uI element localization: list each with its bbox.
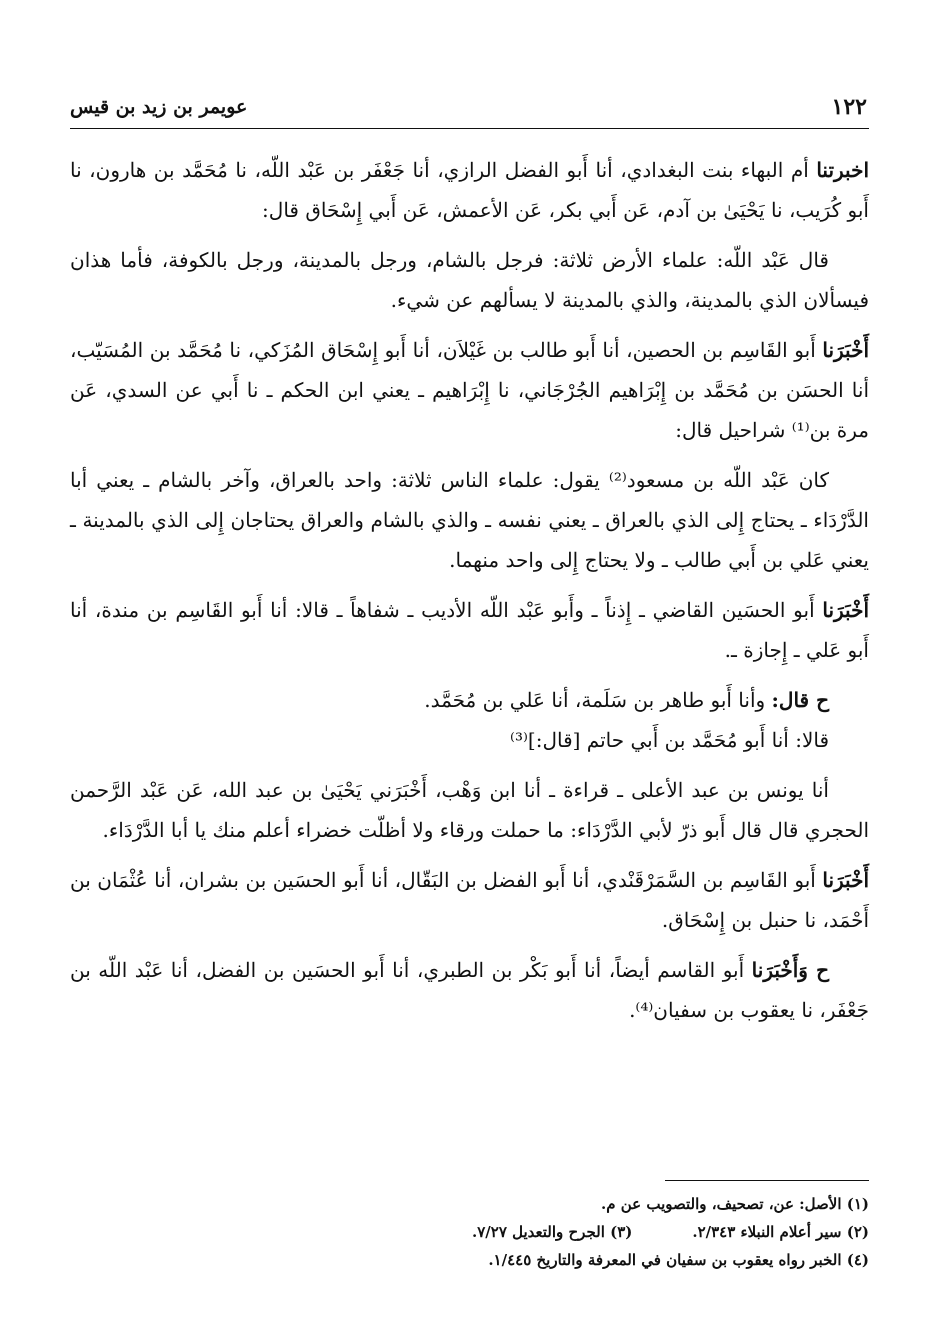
footnote-row [70, 1218, 869, 1246]
paragraph-text: أَبو القاسم أيضاً، أنا أَبو بَكْر بن الطبري، أنا أَبو الحسَين بن الفضل، أنا عَبْد اللّه بن جَعْفَر، نا يعقوب بن سفيان⁽⁴⁾. [70, 958, 869, 1022]
running-title: عويمر بن زيد بن قيس [70, 96, 248, 118]
paragraph-2 [70, 240, 869, 320]
footnote-separator [665, 1180, 869, 1181]
paragraph-4 [70, 460, 869, 580]
paragraph-text: أَبو الحسَين القاضي ـ إِذناً ـ وأَبو عَبْد اللّه الأديب ـ شفاهاً ـ قالا: أنا أَبو القَاسِم بن مندة، أنا أَبو عَلي ـ إِجازة ـ. [70, 598, 869, 662]
paragraph-9 [70, 860, 869, 940]
paragraph-text: أَبو القَاسِم بن السَّمَرْقَنْدي، أنا أَبو الفضل بن البَقّال، أنا أَبو الحسَين بن بشران، أنا عُثْمَان بن أَحْمَد، نا حنبل بن إِسْحَاق. [70, 868, 869, 932]
footnote-4: (٤) الخبر رواه يعقوب بن سفيان في المعرفة والتاريخ ١/٤٤٥. [488, 1251, 869, 1269]
paragraph-lead: ح قال: [771, 688, 829, 712]
paragraph-3 [70, 330, 869, 450]
paragraph-lead: ح وَأَخْبَرَنا [751, 958, 829, 982]
paragraph-text: أنا يونس بن عبد الأعلى ـ قراءة ـ أنا ابن وَهْب، أَخْبَرَني يَحْيَىٰ بن عبد الله، عَن عَبْد الرَّحمن الحجري قال قال أَبو ذرّ لأبي الدَّرْدَاء: ما حملت ورقاء ولا أظلّت خضراء أعلم منك يا أبا الدَّرْدَاء. [70, 778, 869, 842]
paragraph-lead: أَخْبَرَنا [822, 598, 869, 622]
page-number: ١٢٢ [831, 94, 867, 120]
paragraph-5 [70, 590, 869, 670]
paragraph-text: كان عَبْد اللّه بن مسعود⁽²⁾ يقول: علماء الناس ثلاثة: واحد بالعراق، وآخر بالشام ـ يعني أبا الدَّرْدَاء ـ يحتاج إِلى الذي بالعراق ـ يعني نفسه ـ والذي بالشام والعراق يحتاجان إِلى الذي بالمدينة ـ يعني عَلي بن أَبي طالب ـ ولا يحتاج إِلى واحد منهما. [70, 468, 869, 572]
paragraph-6 [70, 680, 869, 720]
footnotes [70, 1190, 869, 1274]
paragraph-8 [70, 770, 869, 850]
page-header [70, 88, 869, 129]
paragraph-7 [70, 720, 869, 760]
paragraph-lead: اخبرتنا [816, 158, 869, 182]
footnote-3: (٣) الجرح والتعديل ٧/٢٧. [472, 1223, 633, 1241]
footnote-1: (١) الأصل: عن، تصحيف، والتصويب عن م. [601, 1195, 869, 1213]
main-text [70, 150, 869, 1040]
paragraph-1 [70, 150, 869, 230]
paragraph-text: وأنا أَبو طاهر بن سَلَمة، أنا عَلي بن مُحَمَّد. [424, 688, 772, 712]
footnote-2: (٢) سير أعلام النبلاء ٢/٣٤٣. [692, 1223, 869, 1241]
paragraph-text: أم البهاء بنت البغدادي، أنا أَبو الفضل الرازي، أنا جَعْفَر بن عَبْد اللّه، نا مُحَمَّد بن هارون، نا أَبو كُرَيب، نا يَحْيَىٰ بن آدم، عَن أَبي بكر، عَن الأعمش، عَن أَبي إِسْحَاق قال: [70, 158, 869, 222]
paragraph-text: قال عَبْد اللّه: علماء الأرض ثلاثة: فرجل بالشام، ورجل بالمدينة، ورجل بالكوفة، فأما هذان فيسألان الذي بالمدينة، والذي بالمدينة لا يسألهم عن شيء. [70, 248, 869, 312]
paragraph-10 [70, 950, 869, 1030]
paragraph-text: أَبو القَاسِم بن الحصين، أنا أَبو طالب بن غَيْلاَن، أنا أَبو إِسْحَاق المُزَكي، نا مُحَمَّد بن المُسَيّب، أنا الحسَن بن مُحَمَّد بن إِبْرَاهيم الجُرْجَاني، نا إِبْرَاهيم ـ يعني ابن الحكم ـ نا أَبي عن السدي، عَن مرة بن⁽¹⁾ شراحيل قال: [70, 338, 869, 442]
paragraph-lead: أَخْبَرَنا [822, 338, 869, 362]
paragraph-lead: أَخْبَرَنا [822, 868, 869, 892]
paragraph-text: قالا: أنا أَبو مُحَمَّد بن أَبي حاتم [قال:]⁽³⁾ [510, 728, 829, 752]
